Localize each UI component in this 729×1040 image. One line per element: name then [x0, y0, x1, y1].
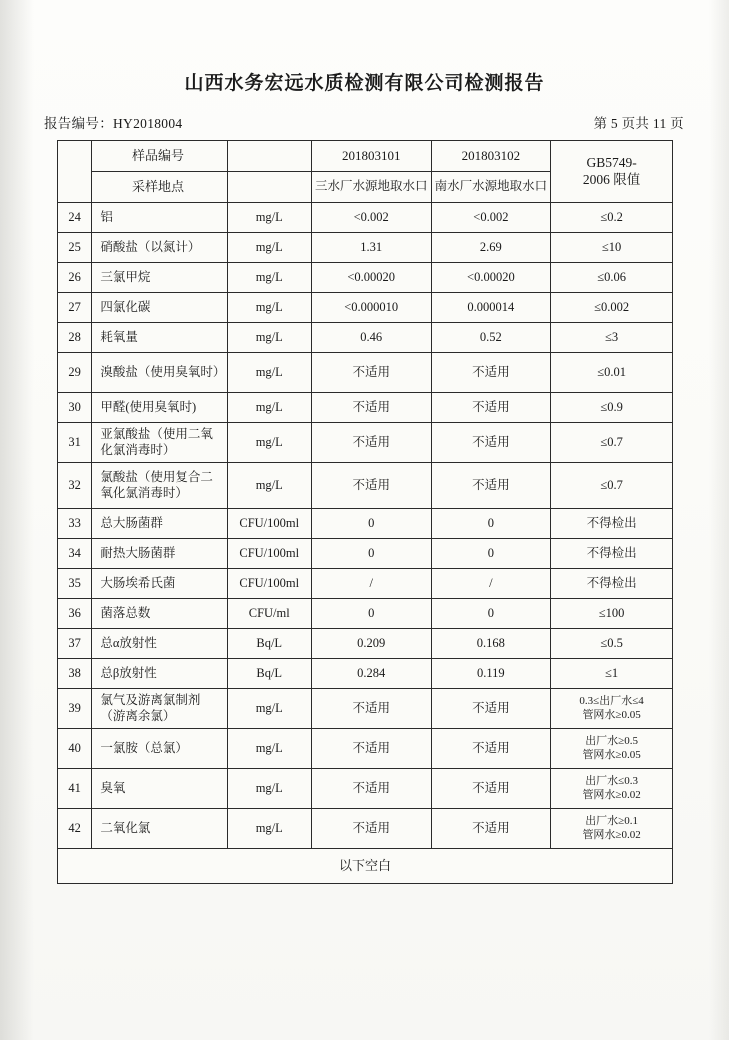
row-unit: CFU/100ml [227, 569, 311, 599]
table-row [58, 423, 673, 463]
row-value-sample-2: <0.00020 [431, 263, 551, 293]
row-index: 37 [58, 629, 92, 659]
header-spacer-no [58, 141, 92, 203]
table-row [58, 809, 673, 849]
row-value-sample-2: 不适用 [431, 729, 551, 769]
row-limit: 不得检出 [551, 539, 673, 569]
row-value-sample-1: 0.46 [311, 323, 431, 353]
header-sample-1-site: 三水厂水源地取水口 [311, 172, 431, 203]
row-limit: ≤0.06 [551, 263, 673, 293]
row-unit: mg/L [227, 423, 311, 463]
row-index: 34 [58, 539, 92, 569]
row-index: 36 [58, 599, 92, 629]
row-unit: CFU/ml [227, 599, 311, 629]
row-value-sample-2: 不适用 [431, 689, 551, 729]
header-sample-1-no: 201803101 [311, 141, 431, 172]
row-index: 24 [58, 203, 92, 233]
row-unit: mg/L [227, 769, 311, 809]
row-unit: Bq/L [227, 629, 311, 659]
row-value-sample-1: <0.00020 [311, 263, 431, 293]
row-item-name: 氯气及游离氯制剂（游离余氯） [92, 689, 227, 729]
header-limit-line1: GB5749- [586, 154, 637, 170]
row-value-sample-1: 0 [311, 539, 431, 569]
row-item-name: 甲醛(使用臭氧时) [92, 393, 227, 423]
report-meta [44, 112, 684, 132]
table-row [58, 293, 673, 323]
row-value-sample-2: 0 [431, 539, 551, 569]
row-item-name: 耐热大肠菌群 [92, 539, 227, 569]
row-index: 26 [58, 263, 92, 293]
row-unit: CFU/100ml [227, 539, 311, 569]
row-value-sample-1: 不适用 [311, 463, 431, 509]
row-value-sample-2: 0.000014 [431, 293, 551, 323]
row-value-sample-1: 不适用 [311, 423, 431, 463]
row-item-name: 氯酸盐（使用复合二氧化氯消毒时） [92, 463, 227, 509]
table-row [58, 569, 673, 599]
row-value-sample-2: / [431, 569, 551, 599]
row-unit: mg/L [227, 393, 311, 423]
row-unit: mg/L [227, 233, 311, 263]
header-sampling-site-label: 采样地点 [92, 172, 227, 203]
row-index: 38 [58, 659, 92, 689]
row-item-name: 四氯化碳 [92, 293, 227, 323]
row-unit: mg/L [227, 729, 311, 769]
row-limit: 不得检出 [551, 569, 673, 599]
row-index: 31 [58, 423, 92, 463]
row-item-name: 菌落总数 [92, 599, 227, 629]
row-value-sample-1: <0.002 [311, 203, 431, 233]
row-index: 41 [58, 769, 92, 809]
row-index: 33 [58, 509, 92, 539]
row-index: 39 [58, 689, 92, 729]
row-index: 32 [58, 463, 92, 509]
page-title: 山西水务宏远水质检测有限公司检测报告 [184, 73, 545, 94]
row-limit: ≤0.7 [551, 463, 673, 509]
row-limit: 0.3≤出厂水≤4 管网水≥0.05 [551, 689, 673, 729]
row-item-name: 三氯甲烷 [92, 263, 227, 293]
row-value-sample-2: 0 [431, 599, 551, 629]
row-value-sample-2: 不适用 [431, 769, 551, 809]
header-sample-no-label: 样品编号 [92, 141, 227, 172]
row-limit: ≤1 [551, 659, 673, 689]
row-value-sample-1: 不适用 [311, 809, 431, 849]
row-value-sample-1: 不适用 [311, 353, 431, 393]
row-limit: ≤0.5 [551, 629, 673, 659]
row-limit: ≤0.002 [551, 293, 673, 323]
row-item-name: 铝 [92, 203, 227, 233]
row-item-name: 耗氧量 [92, 323, 227, 353]
row-index: 28 [58, 323, 92, 353]
row-value-sample-1: 0.284 [311, 659, 431, 689]
table-row [58, 689, 673, 729]
header-limit-standard [551, 141, 673, 203]
row-item-name: 总大肠菌群 [92, 509, 227, 539]
header-unit-blank [227, 141, 311, 172]
row-unit: mg/L [227, 689, 311, 729]
row-value-sample-1: 不适用 [311, 729, 431, 769]
table-row [58, 629, 673, 659]
row-limit: ≤0.7 [551, 423, 673, 463]
row-index: 35 [58, 569, 92, 599]
row-unit: Bq/L [227, 659, 311, 689]
table-row [58, 353, 673, 393]
row-value-sample-2: 不适用 [431, 423, 551, 463]
row-value-sample-1: 不适用 [311, 393, 431, 423]
header-unit-blank-2 [227, 172, 311, 203]
header-sample-2-no: 201803102 [431, 141, 551, 172]
row-value-sample-1: 0.209 [311, 629, 431, 659]
table-row [58, 659, 673, 689]
row-value-sample-2: 0.52 [431, 323, 551, 353]
row-index: 30 [58, 393, 92, 423]
page-number: 第 5 页共 11 页 [593, 116, 684, 131]
row-value-sample-2: 不适用 [431, 809, 551, 849]
row-unit: mg/L [227, 293, 311, 323]
report-number: 报告编号：HY2018004 [44, 116, 183, 131]
blank-note-row [58, 849, 673, 884]
row-limit: 出厂水≤0.3 管网水≥0.02 [551, 769, 673, 809]
row-limit: ≤3 [551, 323, 673, 353]
row-value-sample-2: <0.002 [431, 203, 551, 233]
row-index: 40 [58, 729, 92, 769]
row-item-name: 溴酸盐（使用臭氧时） [92, 353, 227, 393]
row-limit: ≤10 [551, 233, 673, 263]
table-row [58, 539, 673, 569]
row-item-name: 大肠埃希氏菌 [92, 569, 227, 599]
row-item-name: 亚氯酸盐（使用二氧化氯消毒时） [92, 423, 227, 463]
row-index: 27 [58, 293, 92, 323]
row-index: 29 [58, 353, 92, 393]
row-item-name: 二氧化氯 [92, 809, 227, 849]
row-value-sample-1: <0.000010 [311, 293, 431, 323]
row-index: 42 [58, 809, 92, 849]
table-row [58, 729, 673, 769]
row-value-sample-1: 不适用 [311, 769, 431, 809]
row-value-sample-2: 不适用 [431, 393, 551, 423]
table-row [58, 393, 673, 423]
row-item-name: 硝酸盐（以氮计） [92, 233, 227, 263]
row-value-sample-1: 0 [311, 599, 431, 629]
table-row [58, 203, 673, 233]
row-limit: ≤0.01 [551, 353, 673, 393]
row-item-name: 总α放射性 [92, 629, 227, 659]
row-value-sample-2: 0 [431, 509, 551, 539]
table-row [58, 263, 673, 293]
table-row [58, 599, 673, 629]
row-unit: mg/L [227, 463, 311, 509]
row-value-sample-2: 0.119 [431, 659, 551, 689]
row-value-sample-2: 0.168 [431, 629, 551, 659]
row-value-sample-1: 1.31 [311, 233, 431, 263]
row-limit: ≤0.9 [551, 393, 673, 423]
row-unit: mg/L [227, 323, 311, 353]
header-sample-2-site: 南水厂水源地取水口 [431, 172, 551, 203]
row-unit: mg/L [227, 353, 311, 393]
row-item-name: 总β放射性 [92, 659, 227, 689]
row-index: 25 [58, 233, 92, 263]
row-limit: ≤0.2 [551, 203, 673, 233]
row-item-name: 一氯胺（总氯） [92, 729, 227, 769]
row-value-sample-2: 不适用 [431, 463, 551, 509]
table-row [58, 233, 673, 263]
row-unit: CFU/100ml [227, 509, 311, 539]
table-row [58, 463, 673, 509]
row-item-name: 臭氧 [92, 769, 227, 809]
row-value-sample-2: 不适用 [431, 353, 551, 393]
water-quality-table [57, 140, 673, 884]
row-limit: ≤100 [551, 599, 673, 629]
row-unit: mg/L [227, 203, 311, 233]
table-header-sample-row [58, 141, 673, 172]
table-row [58, 323, 673, 353]
row-limit: 出厂水≥0.5 管网水≥0.05 [551, 729, 673, 769]
row-limit: 不得检出 [551, 509, 673, 539]
row-unit: mg/L [227, 263, 311, 293]
table-row [58, 509, 673, 539]
row-value-sample-1: / [311, 569, 431, 599]
row-value-sample-1: 0 [311, 509, 431, 539]
row-unit: mg/L [227, 809, 311, 849]
header-limit-line2: 2006 限值 [582, 171, 641, 187]
row-limit: 出厂水≥0.1 管网水≥0.02 [551, 809, 673, 849]
row-value-sample-1: 不适用 [311, 689, 431, 729]
blank-note: 以下空白 [58, 849, 673, 884]
table-row [58, 769, 673, 809]
row-value-sample-2: 2.69 [431, 233, 551, 263]
